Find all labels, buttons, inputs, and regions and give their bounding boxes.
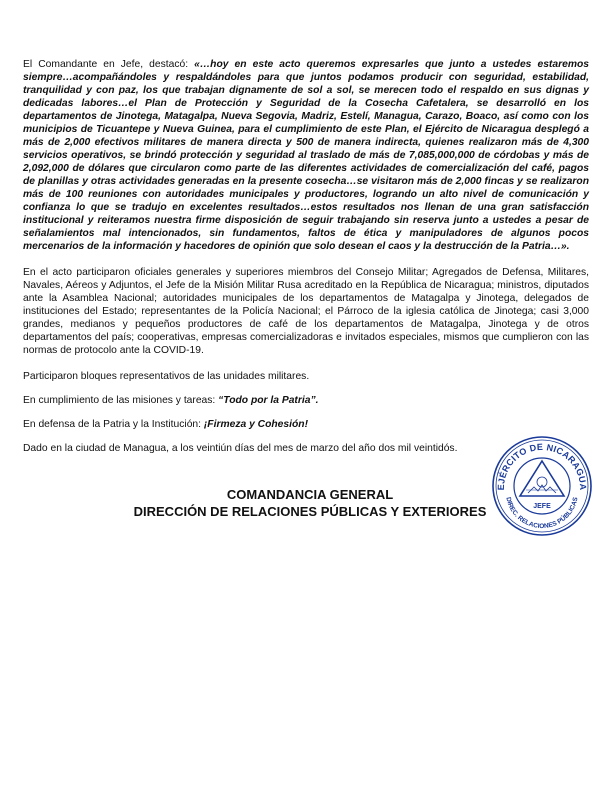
mission-intro: En cumplimiento de las misiones y tareas:: [23, 395, 219, 406]
quote-intro: El Comandante en Jefe, destacó:: [23, 59, 195, 70]
seal-center-text: JEFE: [533, 503, 551, 510]
official-seal-stamp: [490, 434, 594, 538]
seal-top-text: EJÉRCITO DE NICARAGUA: [495, 441, 589, 491]
date-paragraph: Dado en la ciudad de Managua, a los veintiún días del mes de marzo del año dos mil veintidós.: [23, 443, 458, 454]
military-blocks-paragraph: Participaron bloques representativos de las unidades militares.: [23, 371, 310, 382]
document-body: [23, 58, 589, 455]
defense-intro: En defensa de la Patria y la Institución:: [23, 419, 204, 430]
seal-triangle-emblem: [520, 461, 564, 496]
svg-text:DIREC. RELACIONES PÚBLICAS: [504, 496, 579, 530]
quote-text: «…hoy en este acto queremos expresarles que junto a ustedes estaremos siempre…acompañándoles y respaldándoles para que juntos podamos producir con seguridad, estabilidad, tranquilidad y con paz, los que trabajan dignamente de sol a sol, se merecen todo el respaldo en sus dignas y dedicadas labores…el Plan de Protección y Seguridad de la Cosecha Cafetalera, se desarrolló en los departamentos de Jinotega, Matagalpa, Nueva Segovia, Madriz, Estelí, Managua, Carazo, Boaco, así como con los municipios de Ticuantepe y Nueva Guinea, para el cumplimiento de este Plan, el Ejército de Nicaragua desplegó a más de 2,000 efectivos militares de manera directa y 500 de manera indirecta, quienes realizaron más de 4,300 servicios operativos, se brindó protección y seguridad al traslado de más de 7,085,000,000 de córdobas y más de 2,092,000 de dólares que circularon como parte de las diferentes actividades de comercialización del café, pagos de planillas y otras actividades generadas en la presente cosecha…se visitaron más de 2,000 fincas y se realizaron más de 100 reuniones con autoridades municipales y productores, logrando un alto nivel de comunicación y confianza lo que se tradujo en excelentes resultados…estos resultados nos llenan de una gran satisfacción institucional y reiteramos nuestra firme disposición de seguir trabajando sin reserva junto a ustedes a pesar de señalamientos mal intencionados, sin fundamentos, faltos de ética y manipuladores de algunos pocos mercenarios de la información y hacedores de opinión que solo desean el caos y la destrucción de la Patria…».: [23, 59, 589, 252]
signature-line-2: DIRECCIÓN DE RELACIONES PÚBLICAS Y EXTERIORES: [133, 504, 487, 519]
commander-quote-paragraph: [23, 58, 589, 253]
seal-bottom-text: DIREC. RELACIONES PÚBLICAS: [504, 496, 580, 531]
mission-motto-paragraph: [23, 394, 589, 407]
defense-motto-paragraph: [23, 418, 589, 431]
participants-paragraph: En el acto participaron oficiales generales y superiores miembros del Consejo Militar; Agregados de Defensa, Militares, Navales, Aéreos y Adjuntos, el Jefe de la Misión Militar Rusa acreditado en la República de Nicaragua; ministros, diputados ante la Asamblea Nacional; autoridades municipales de los departamentos de Matagalpa y Jinotega, delegados de instituciones del Estado; representantes de la Policía Nacional; el Párroco de la iglesia católica de Jinotega; casi 3,000 grandes, medianos y pequeños productores de café de los departamentos de Matagalpa, Jinotega y de otros departamentos del país; cooperativas, empresas comercializadoras e invitados especiales, mismos que cumplieron con las normas de protocolo ante la COVID-19.: [23, 267, 589, 356]
signature-block: [90, 486, 530, 520]
mission-motto: “Todo por la Patria”.: [218, 395, 319, 406]
defense-motto: ¡Firmeza y Cohesión!: [203, 419, 309, 430]
signature-line-1: COMANDANCIA GENERAL: [226, 487, 394, 502]
